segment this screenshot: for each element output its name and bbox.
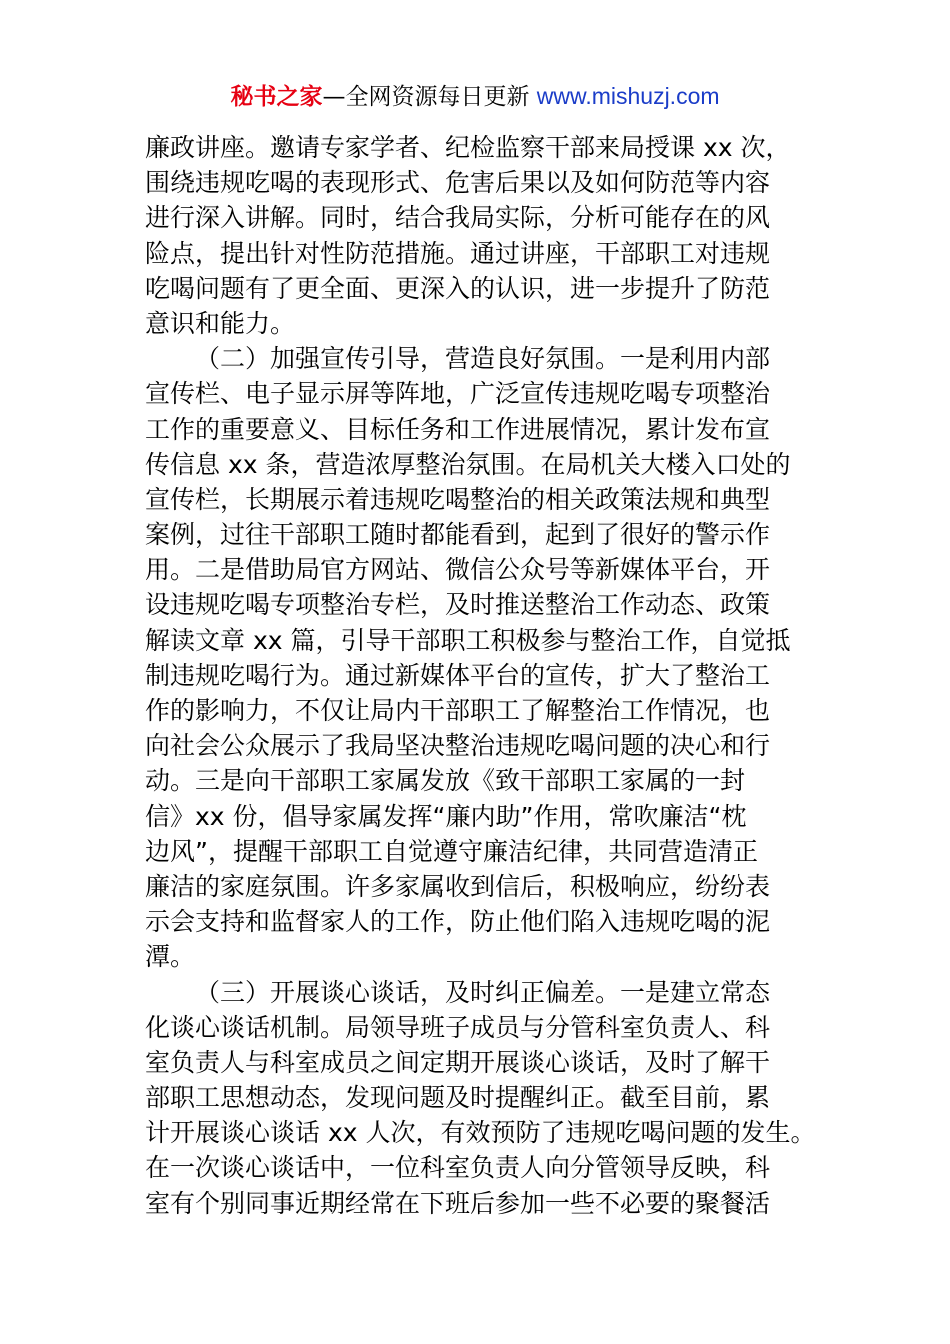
text-line: 边风”，提醒干部职工自觉遵守廉洁纪律，共同营造清正 xyxy=(145,836,758,866)
text-line: 解读文章 xx 篇，引导干部职工积极参与整治工作，自觉抵 xyxy=(145,625,791,655)
text-line: 计开展谈心谈话 xx 人次，有效预防了违规吃喝问题的发生。 xyxy=(145,1118,815,1148)
text-line: 信》xx 份，倡导家属发挥“廉内助”作用，常吹廉洁“枕 xyxy=(145,801,747,831)
text-line: 作的影响力，不仅让局内干部职工了解整治工作情况，也 xyxy=(145,696,771,725)
text-line: 化谈心谈话机制。局领导班子成员与分管科室负责人、科 xyxy=(145,1012,771,1042)
text-line: 意识和能力。 xyxy=(145,308,296,338)
text-line: 案例，过往干部职工随时都能看到，起到了很好的警示作 xyxy=(145,520,771,550)
page-header xyxy=(0,78,950,115)
text-line: 制违规吃喝行为。通过新媒体平台的宣传，扩大了整治工 xyxy=(145,660,771,690)
text-line: 部职工思想动态，发现问题及时提醒纠正。截至目前，累 xyxy=(145,1083,771,1113)
text-line: 进行深入讲解。同时，结合我局实际，分析可能存在的风 xyxy=(145,203,771,233)
text-line: 在一次谈心谈话中，一位科室负责人向分管领导反映，科 xyxy=(145,1153,771,1183)
document-body xyxy=(145,130,815,1221)
section-heading-line: （三）开展谈心谈话，及时纠正偏差。一是建立常态 xyxy=(195,977,771,1007)
text-line: 示会支持和监督家人的工作，防止他们陷入违规吃喝的泥 xyxy=(145,907,771,937)
text-line: 吃喝问题有了更全面、更深入的认识，进一步提升了防范 xyxy=(145,273,771,303)
text-line: 设违规吃喝专项整治专栏，及时推送整治工作动态、政策 xyxy=(145,590,771,620)
text-line: 宣传栏、电子显示屏等阵地，广泛宣传违规吃喝专项整治 xyxy=(145,379,771,409)
text-line: 险点，提出针对性防范措施。通过讲座，干部职工对违规 xyxy=(145,238,771,268)
text-line: 围绕违规吃喝的表现形式、危害后果以及如何防范等内容 xyxy=(145,168,771,198)
text-line: 潭。 xyxy=(145,942,196,972)
text-line: 传信息 xx 条，营造浓厚整治氛围。在局机关大楼入口处的 xyxy=(145,449,791,479)
text-line: 用。二是借助局官方网站、微信公众号等新媒体平台，开 xyxy=(145,555,771,585)
brand-name: 秘书之家 xyxy=(230,84,323,110)
text-line: 宣传栏，长期展示着违规吃喝整治的相关政策法规和典型 xyxy=(145,484,771,514)
text-line: 工作的重要意义、目标任务和工作进展情况，累计发布宣 xyxy=(145,414,771,444)
text-line: 廉政讲座。邀请专家学者、纪检监察干部来局授课 xx 次， xyxy=(145,133,791,162)
text-line: 向社会公众展示了我局坚决整治违规吃喝问题的决心和行 xyxy=(145,731,771,761)
text-line: 廉洁的家庭氛围。许多家属收到信后，积极响应，纷纷表 xyxy=(145,871,771,901)
text-line: 动。三是向干部职工家属发放《致干部职工家属的一封 xyxy=(145,766,746,796)
site-url-link[interactable]: www.mishuzj.com xyxy=(536,83,720,109)
text-line: 室负责人与科室成员之间定期开展谈心谈话，及时了解干 xyxy=(145,1047,771,1077)
text-line: 室有个别同事近期经常在下班后参加一些不必要的聚餐活 xyxy=(145,1188,771,1218)
header-slogan: —全网资源每日更新 xyxy=(322,84,530,110)
section-heading-line: （二）加强宣传引导，营造良好氛围。一是利用内部 xyxy=(195,344,771,374)
